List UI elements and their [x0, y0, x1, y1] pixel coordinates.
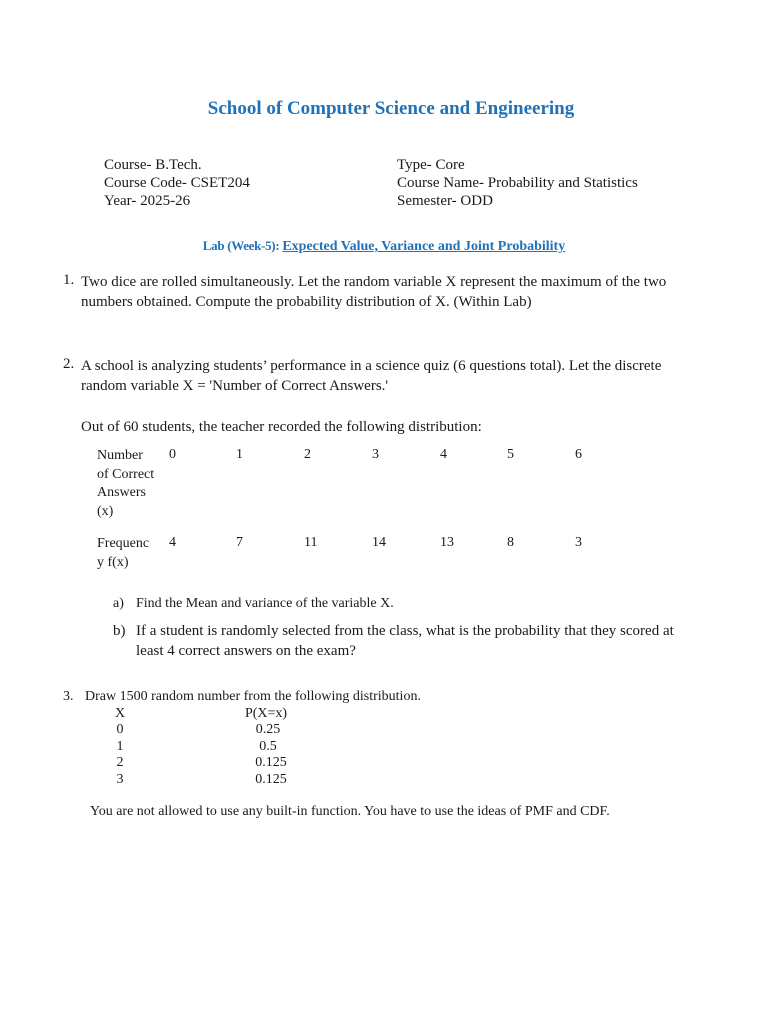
q2-intro: Out of 60 students, the teacher recorded the following distribution:: [81, 419, 482, 435]
course-label: Course- B.Tech.: [104, 157, 202, 173]
q2-line-2: random variable X = 'Number of Correct Answers.': [81, 378, 389, 394]
q3-row-p: 0.25: [255, 722, 281, 737]
q3-number: 3.: [63, 689, 74, 704]
table-cell-freq: 8: [507, 535, 514, 550]
q1-number: 1.: [63, 272, 75, 288]
q2-number: 2.: [63, 356, 75, 372]
table-cell-freq: 13: [440, 535, 454, 550]
lab-prefix: Lab (Week-5):: [202, 238, 283, 253]
q3-row-x: 2: [116, 755, 124, 770]
q3-row-x: 0: [116, 722, 124, 737]
part-a-label: a): [113, 596, 124, 611]
q3-row-p: 0.5: [259, 739, 277, 754]
table-cell-freq: 11: [304, 535, 318, 550]
table-cell-x: 3: [372, 447, 379, 462]
table-row-header-x: Number of Correct Answers (x): [97, 448, 155, 519]
semester-label: Semester- ODD: [397, 193, 493, 209]
type-label: Type- Core: [397, 157, 465, 173]
page-title: School of Computer Science and Engineering: [207, 98, 575, 119]
course-name-label: Course Name- Probability and Statistics: [397, 175, 638, 191]
part-b-label: b): [113, 623, 126, 639]
table-cell-x: 6: [575, 447, 582, 462]
table-cell-freq: 4: [169, 535, 176, 550]
q3-col-x-header: X: [114, 706, 126, 721]
q3-note: You are not allowed to use any built-in function. You have to use the ideas of PMF and CDF.: [90, 804, 610, 819]
q3-row-p: 0.125: [255, 755, 287, 770]
table-cell-x: 1: [236, 447, 243, 462]
question-1: [81, 272, 666, 312]
question-3: Draw 1500 random number from the following distribution.: [85, 689, 421, 704]
part-b-line-1: If a student is randomly selected from the class, what is the probability that they scored at: [136, 623, 674, 639]
lab-heading: [0, 238, 768, 255]
table-row-header-freq: Frequenc y f(x): [97, 536, 150, 570]
table-cell-x: 2: [304, 447, 311, 462]
year-label: Year- 2025-26: [104, 193, 191, 209]
course-code-label: Course Code- CSET204: [104, 175, 250, 191]
q3-row-p: 0.125: [255, 772, 287, 787]
q2-line-1: A school is analyzing students’ performance in a science quiz (6 questions total). Let the discrete: [81, 358, 662, 374]
table-cell-freq: 14: [372, 535, 386, 550]
q3-row-x: 1: [116, 739, 124, 754]
part-b-line-2: least 4 correct answers on the exam?: [136, 643, 356, 659]
table-cell-freq: 3: [575, 535, 582, 550]
part-a-text: Find the Mean and variance of the variable X.: [136, 596, 394, 611]
q3-row-x: 3: [116, 772, 124, 787]
q1-line-2: numbers obtained. Compute the probability distribution of X. (Within Lab): [81, 294, 532, 310]
course-info-right: [397, 156, 638, 210]
table-cell-x: 4: [440, 447, 447, 462]
question-2: [81, 356, 661, 396]
q3-col-p-header: P(X=x): [244, 706, 288, 721]
q1-line-1: Two dice are rolled simultaneously. Let the random variable X represent the maximum of the two: [81, 274, 667, 290]
table-cell-x: 5: [507, 447, 514, 462]
part-b-text: [136, 621, 674, 661]
lab-title: Expected Value, Variance and Joint Probability: [282, 239, 566, 254]
table-cell-x: 0: [169, 447, 176, 462]
table-cell-freq: 7: [236, 535, 243, 550]
course-info-left: [104, 156, 250, 210]
